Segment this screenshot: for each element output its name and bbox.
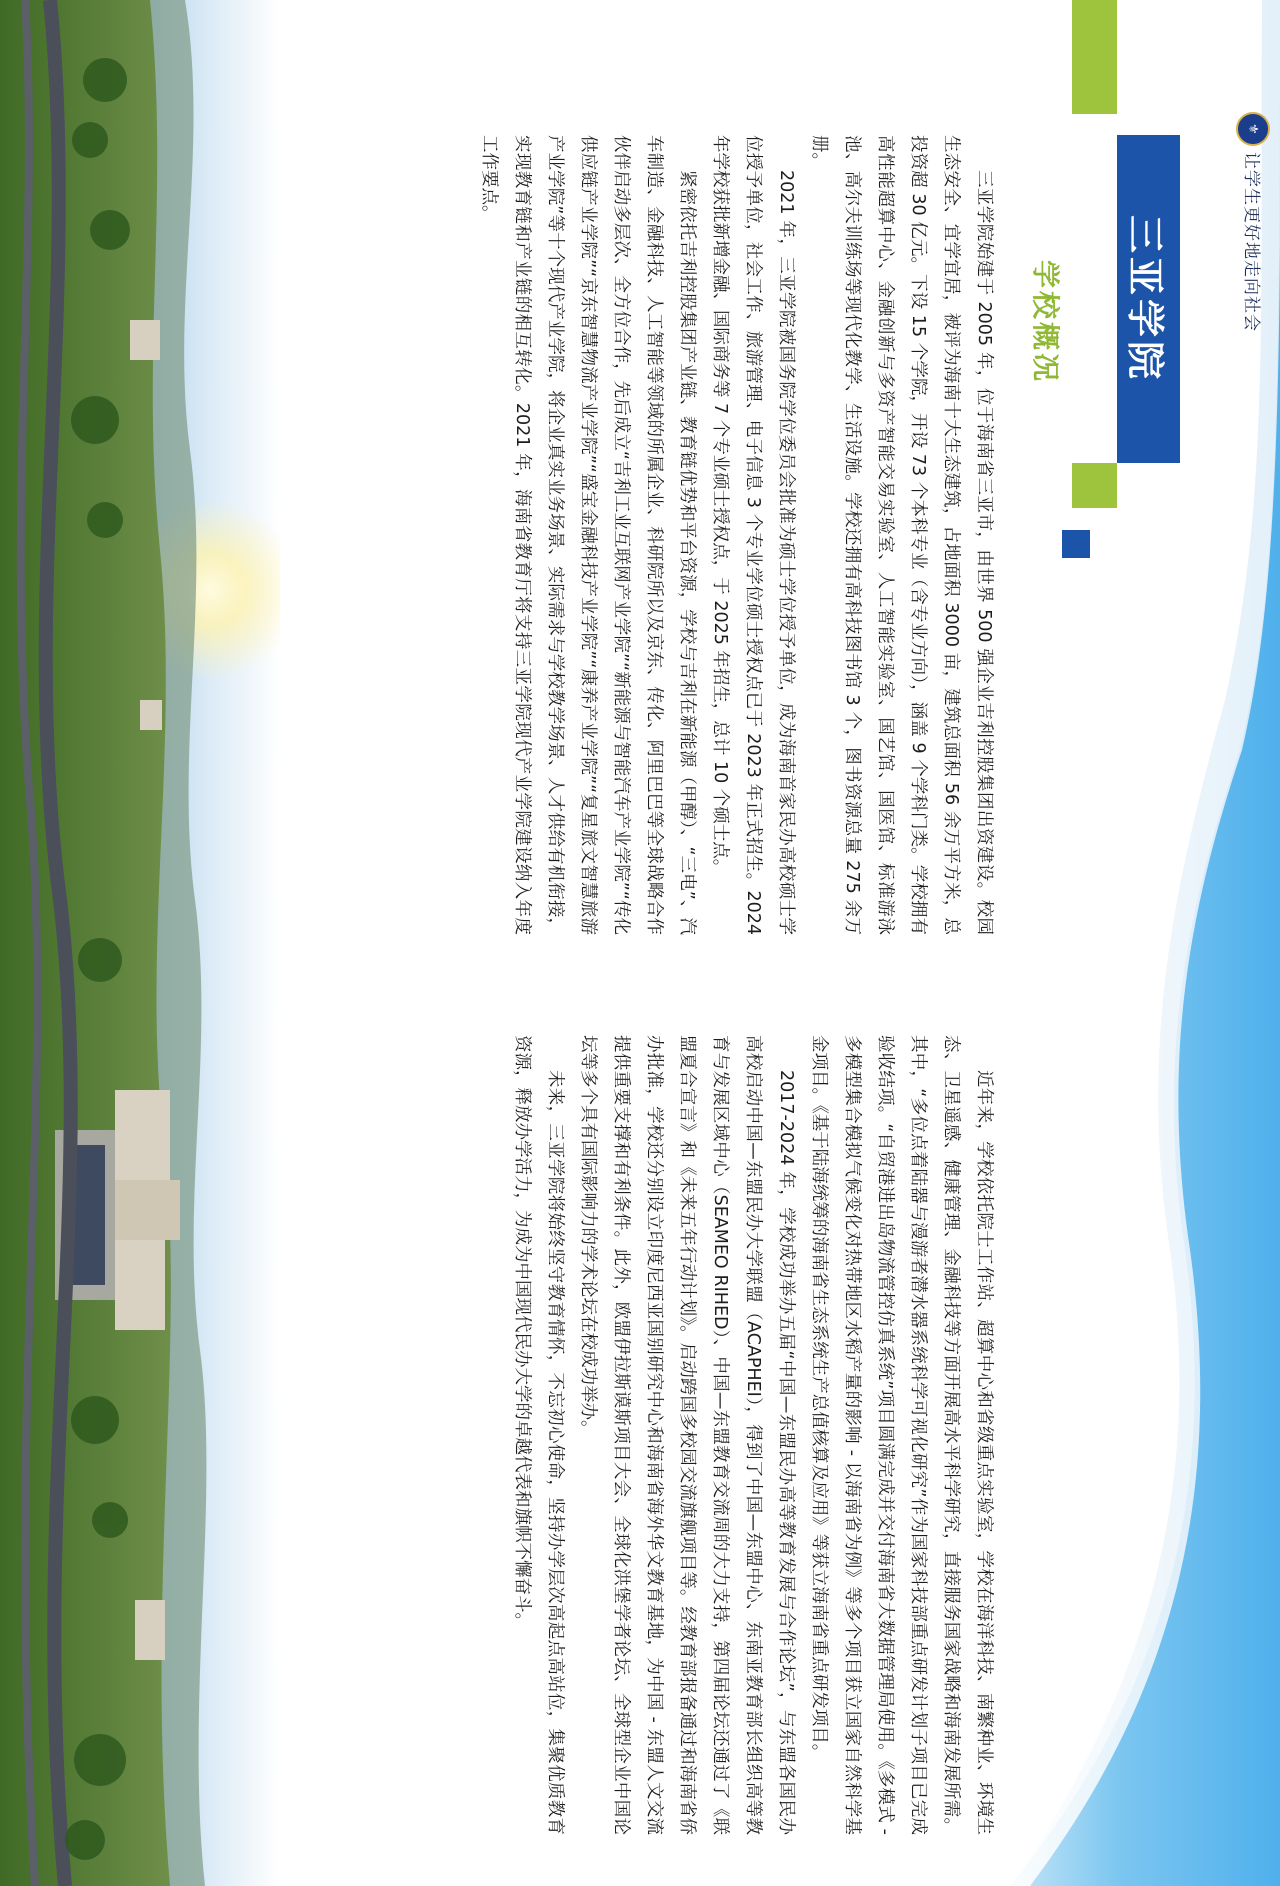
intro-column-right [505,1035,1000,1835]
page-subtitle: 学校概况 [1029,259,1062,384]
green-accent-square [1072,463,1117,508]
paragraph-masters-degree: 2021 年，三亚学院被国务院学位委员会批准为硕士学位授予单位，成为海南首家民办高校硕士学位授予单位，社会工作、旅游管理、电子信息 3 个专业学位硕士授权点已于 2023 年正式招生。2024 年学校获批新增金融、国际商务等 7 个专业硕士授权点，于 2025 年招生，总计 10 个硕士点。 [710,135,796,935]
green-accent-block [1072,0,1117,114]
page-title: 三亚学院 [1123,214,1167,383]
paragraph-industry-colleges: 紧密依托吉利控股集团产业链、教育链优势和平台资源，学校与吉利在新能源（甲醇）、“三电”、汽车制造、金融科技、人工智能等领域的所属企业、科研院所以及京东、传化、阿里巴巴等全球战略合作伙伴启动多层次、全方位合作，先后成立“吉利工业互联网产业学院”“新能源与智能汽车产业学院”“传化供应链产业学院”“京东智慧物流产业学院”“盛宝金融科技产业学院”“康养产业学院”“复星旅文智慧旅游产业学院”等十个现代产业学院，将企业真实业务场景、实际需求与学校教学场景、人才供给有机衔接，实现教育链和产业链的相互转化。2021 年，海南省教育厅将支持三亚学院现代产业学院建设纳入年度工作要点。 [479,135,697,935]
paragraph-research: 近年来，学校依托院士工作站、超算中心和省级重点实验室，学校在海洋科技、南繁种业、环境生态、卫星遥感、健康管理、金融科技等方面开展高水平科学研究，直接服务国家战略和海南发展所需。其中，“多位点着陆器与漫游者潜水器系统科学可视化研究”作为国家科技部重点研发计划子项目已完成验收结项。“自贸港进出岛物流管控仿真系统”项目圆满完成并交付海南省大数据管理局使用。《多模式 - 多模型集合模拟气候变化对热带地区水稻产量的影响 - 以海南省为例》等多个项目获立国家自然科学基金项目。《基于陆海统筹的海南省生态系统生产总值核算及应用》等获立海南省重点研发项目。 [809,1035,994,1835]
publisher-slogan: 让学生更好地走向社会 [1241,152,1261,332]
paragraph-future: 未来，三亚学院将始终坚守教育情怀，不忘初心使命，坚持办学层次高起点高站位，集聚优质教育资源，释放办学活力，为成为中国现代民办大学的卓越代表和旗帜不懈奋斗。 [512,1035,565,1835]
title-bar [1117,135,1180,463]
campus-aerial-photo [0,0,280,1886]
school-logo-icon: ⚜ [1236,112,1270,146]
paragraph-overview: 三亚学院始建于 2005 年，位于海南省三亚市，由世界 500 强企业吉利控股集团出资建设。校园生态安全、宜学宜居，被评为海南十大生态建筑，占地面积 3000 亩，建筑总面积 56 余万平方米，总投资超 30 亿元。下设 15 个学院，开设 73 个本科专业（含专业方向），涵盖 9 个学科门类。学校拥有高性能超算中心、金融创新与多资产智能交易实验室、人工智能实验室、国艺馆、国医馆、标准游泳池、高尔夫训练场等现代化教学、生活设施。学校还拥有高科技图书馆 3 个，图书资源总量 275 余万册。 [809,135,994,935]
blue-accent-square [1062,530,1090,558]
intro-column-left [472,135,1000,935]
paragraph-international: 2017-2024 年，学校成功举办五届“中国—东盟民办高等教育发展与合作论坛”，与东盟各国民办高校启动中国—东盟民办大学联盟（ACAPHEI），得到了中国—东盟中心、东南亚教育部长组织高等教育与发展区域中心（SEAMEO RIHED）、中国—东盟教育交流周的大力支持，第四届论坛还通过了《联盟夏合宣言》和《未来五年行动计划》。启动跨国多校园交流旗舰项目等。经教育部报备通过和海南省侨办批准，学校还分别设立印度尼西亚国别研究中心和海南省海外华文教育基地，为中国 - 东盟人文交流提供重要支撑和有利条件。此外，欧盟伊拉斯谟斯项目大会、全球化洪堡学者论坛、全球型企业中国论坛等多个具有国际影响力的学术论坛在校成功举办。 [578,1035,796,1835]
